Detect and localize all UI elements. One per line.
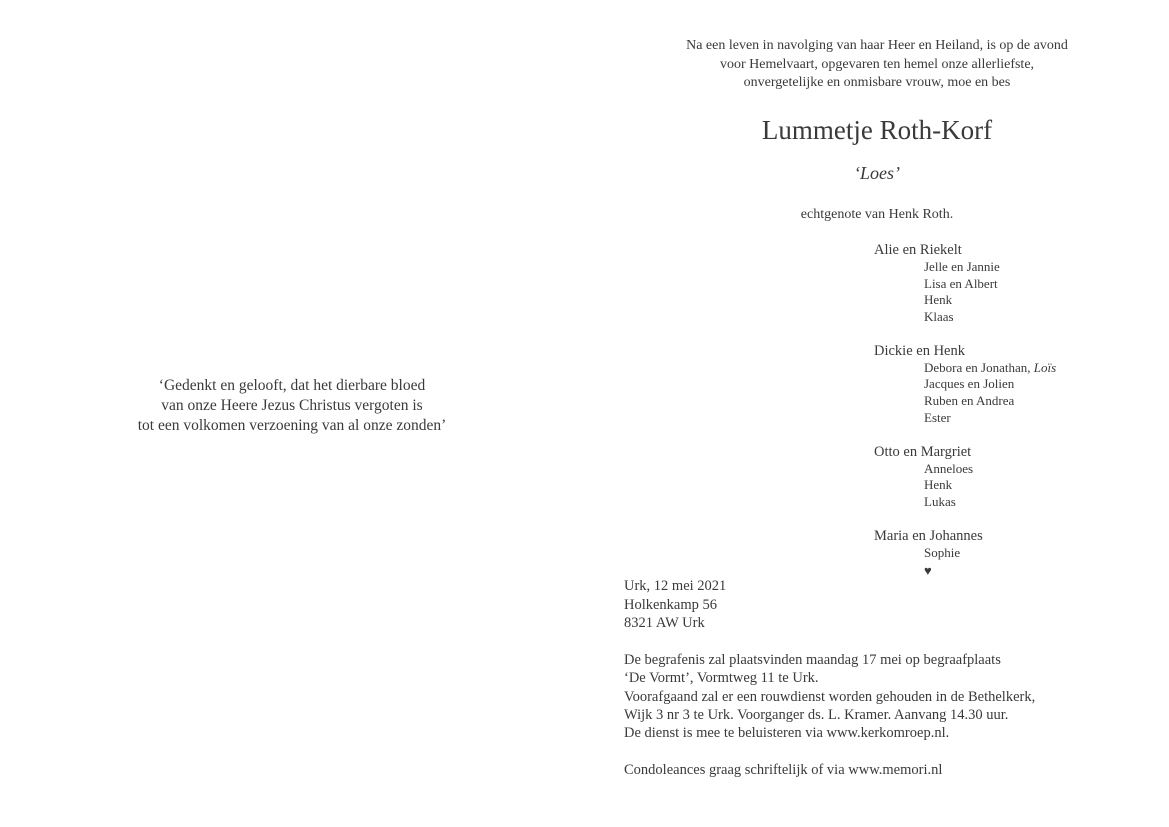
address-line: 8321 AW Urk	[624, 615, 705, 631]
address-line: Urk, 12 mei 2021	[624, 578, 727, 594]
intro-line: onvergetelijke en onmisbare vrouw, moe en bes	[743, 75, 1011, 90]
funeral-line: Voorafgaand zal er een rouwdienst worden gehouden in de Bethelkerk,	[624, 688, 1036, 705]
verse-line: van onze Heere Jezus Christus vergoten is	[161, 397, 423, 414]
family-child: Anneloes	[924, 460, 974, 476]
family-child: Sophie	[924, 545, 961, 561]
funeral-line: ‘De Vormt’, Vormtweg 11 te Urk.	[624, 670, 819, 687]
family-list	[874, 241, 1056, 580]
deceased-name: Lummetje Roth-Korf	[761, 115, 993, 145]
family-child-names: Debora en Jonathan,	[924, 359, 1034, 375]
family-child: Jelle en Jannie	[924, 259, 1000, 274]
family-grandchild-name: Loïs	[1033, 359, 1057, 375]
verse-line: tot een volkomen verzoening van al onze zonden’	[137, 417, 447, 434]
intro-text	[640, 37, 1114, 93]
family-child	[874, 360, 1056, 377]
intro-line: voor Hemelvaart, opgevaren ten hemel onze allerliefste,	[719, 56, 1035, 72]
funeral-line: Wijk 3 nr 3 te Urk. Voorganger ds. L. Kramer. Aanvang 14.30 uur.	[624, 706, 1009, 723]
family-child: Jacques en Jolien	[924, 376, 1015, 392]
family-group	[874, 443, 1056, 511]
family-group	[874, 241, 1056, 325]
verse-line: ‘Gedenkt en gelooft, dat het dierbare bloed	[158, 377, 426, 394]
bible-verse	[92, 376, 492, 436]
family-child: Klaas	[924, 308, 954, 324]
family-child: Ruben en Andrea	[924, 393, 1015, 409]
funeral-info	[624, 651, 1035, 742]
family-group	[874, 342, 1056, 426]
deceased-nickname: ‘Loes’	[854, 163, 900, 183]
family-child: Henk	[924, 477, 953, 493]
funeral-line: De dienst is mee te beluisteren via www.kerkomroep.nl.	[624, 725, 950, 742]
family-child: Henk	[924, 292, 953, 308]
family-child: Ester	[924, 409, 951, 425]
family-parents: Maria en Johannes	[874, 528, 983, 545]
spouse-line: echtgenote van Henk Roth.	[800, 207, 954, 222]
address-block	[624, 577, 726, 633]
family-parents: Dickie en Henk	[874, 342, 965, 359]
intro-line: Na een leven in navolging van haar Heer en Heiland, is op de avond	[686, 38, 1068, 53]
family-child: Lisa en Albert	[924, 275, 998, 291]
address-line: Holkenkamp 56	[624, 596, 718, 613]
family-parents: Otto en Margriet	[874, 443, 972, 460]
condolences-line: Condoleances graag schriftelijk of via www.memori.nl	[624, 762, 943, 778]
family-group	[874, 527, 1056, 580]
heart-icon: ♥	[924, 562, 932, 578]
family-parents: Alie en Riekelt	[874, 242, 962, 258]
family-child: Lukas	[924, 493, 956, 509]
funeral-line: De begrafenis zal plaatsvinden maandag 17 mei op begraafplaats	[624, 652, 1001, 668]
